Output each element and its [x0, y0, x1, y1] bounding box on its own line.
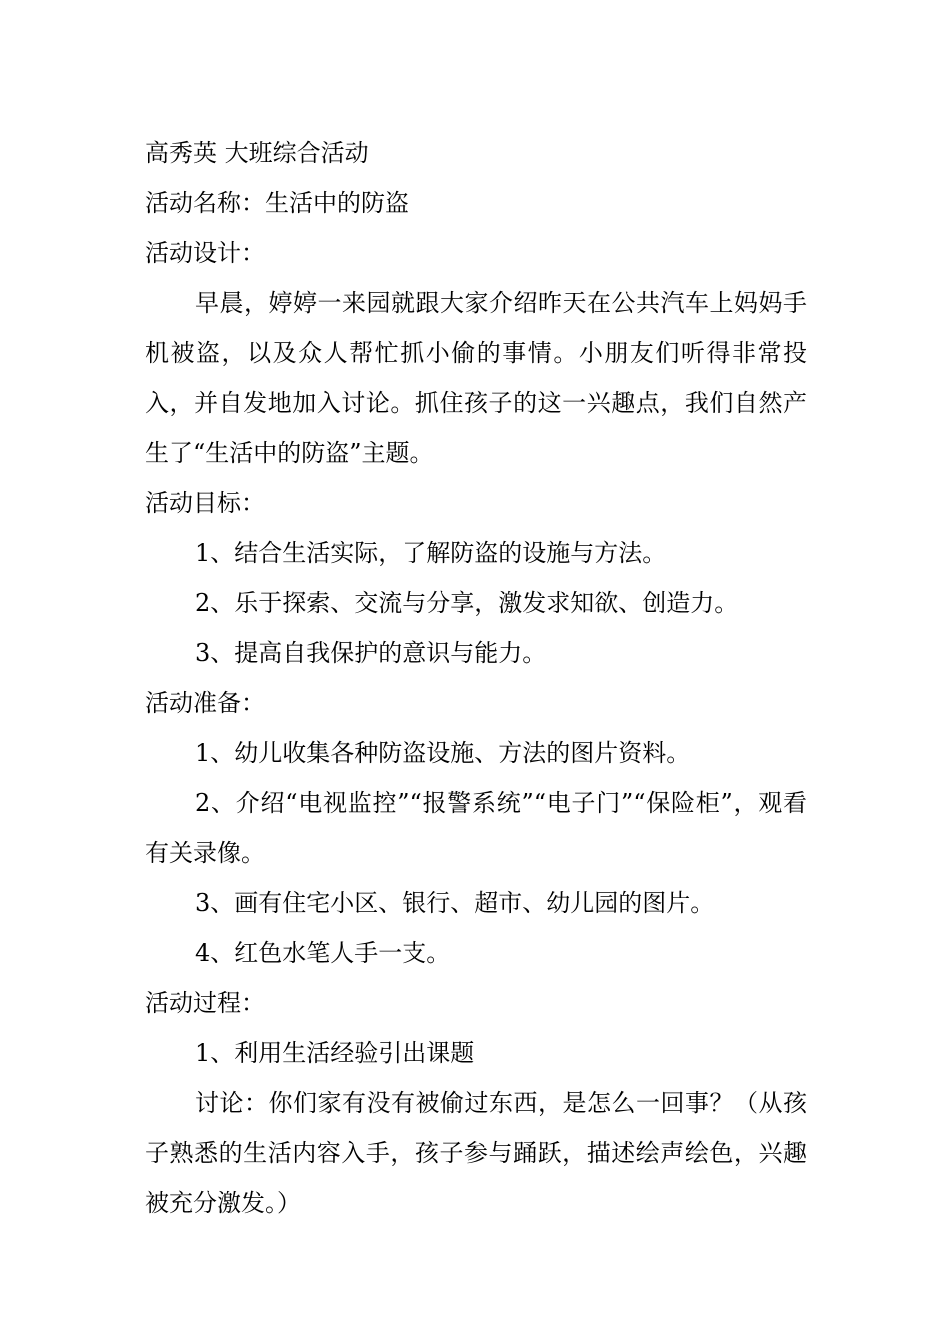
preparation-item: 2、介绍“电视监控”“报警系统”“电子门”“保险柜”，观看有关录像。 [145, 789, 807, 867]
goal-item: 1、结合生活实际，了解防盗的设施与方法。 [195, 539, 667, 567]
preparation-item: 3、画有住宅小区、银行、超市、幼儿园的图片。 [195, 889, 715, 917]
document-body [145, 128, 807, 1228]
preparation-heading: 活动准备： [145, 689, 265, 717]
goal-item: 3、提高自我保护的意识与能力。 [195, 639, 547, 667]
activity-name: 活动名称：生活中的防盗 [145, 189, 409, 217]
process-heading: 活动过程： [145, 989, 265, 1017]
preparation-item: 4、红色水笔人手一支。 [195, 939, 451, 967]
discussion-paragraph: 讨论：你们家有没有被偷过东西，是怎么一回事？（从孩子熟悉的生活内容入手，孩子参与踊跃，描述绘声绘色，兴趣被充分激发。） [145, 1089, 807, 1217]
goal-item: 2、乐于探索、交流与分享，激发求知欲、创造力。 [195, 589, 739, 617]
process-step: 1、利用生活经验引出课题 [195, 1039, 475, 1067]
design-paragraph: 早晨，婷婷一来园就跟大家介绍昨天在公共汽车上妈妈手机被盗，以及众人帮忙抓小偷的事情。小朋友们听得非常投入，并自发地加入讨论。抓住孩子的这一兴趣点，我们自然产生了“生活中的防盗”主题。 [145, 289, 807, 467]
design-heading: 活动设计： [145, 239, 265, 267]
goals-heading: 活动目标： [145, 489, 265, 517]
preparation-item: 1、幼儿收集各种防盗设施、方法的图片资料。 [195, 739, 691, 767]
header-line: 高秀英 大班综合活动 [145, 139, 369, 167]
